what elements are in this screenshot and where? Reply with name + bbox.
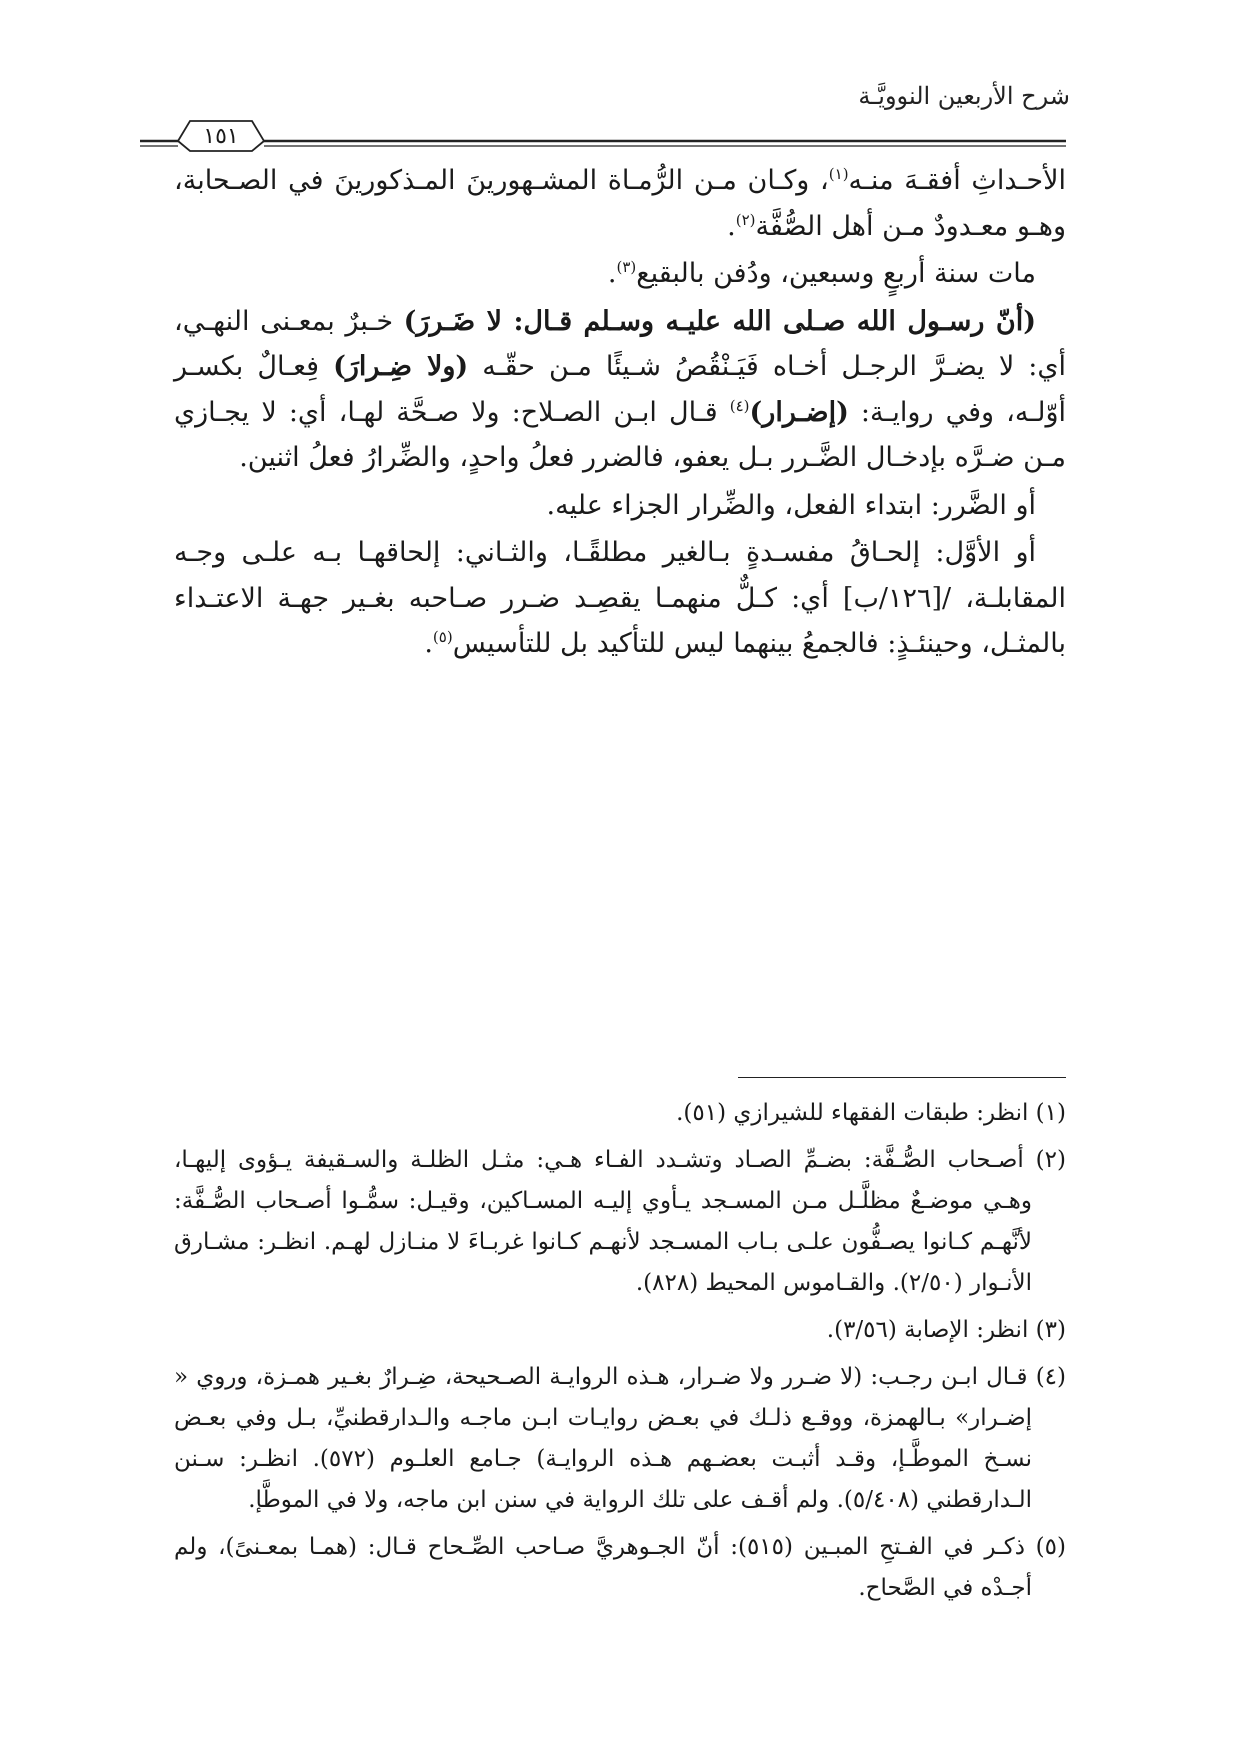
running-title: شرح الأربعين النوويَّـة xyxy=(858,82,1070,110)
paragraph-3 xyxy=(174,299,1066,481)
footnote-number: (٤) xyxy=(1035,1364,1067,1390)
footnote-ref-5[interactable]: (٥) xyxy=(432,628,453,646)
text-run: . xyxy=(727,210,736,242)
footnote-number: (١) xyxy=(1035,1100,1066,1126)
text-run: أو الأوَّل: إلحـاقُ مفسـدةٍ بـالغير مطلقًـا، والثـاني: إلحاقهـا بـه علـى وجـه المقابلـة، /[١٢٦/ب] أي: كـلٌّ منهمـا يقصِـد ضـرر صـاحبه بغـير جهـة الاعتـداء بالمثـل، وحينئـذٍ: فالجمعُ بينهما ليس للتأكيد بل للتأسيس xyxy=(174,537,1066,659)
paragraph-1 xyxy=(174,158,1066,249)
footnote-ref-3[interactable]: (٣) xyxy=(616,258,637,276)
footnotes xyxy=(174,1093,1066,1615)
text-run: . xyxy=(424,628,433,659)
footnote-5 xyxy=(174,1527,1066,1609)
text-run: قـال ابـن الصـلاح: ولا صـحَّة لهـا، أي: لا يجـازي مـن ضـرَّه بإدخـال الضَّـرر بـل يعفو، فالضرر فعلُ واحدٍ، والضِّرارُ فعلُ اثنين. xyxy=(174,396,1066,473)
header-rule-with-page-number xyxy=(140,117,1066,153)
footnote-number: (٢) xyxy=(1035,1147,1066,1173)
page-number: ١٥١ xyxy=(203,124,239,149)
text-run: ، وكـان مـن الرُّمـاة المشـهورينَ المـذكورينَ في الصـحابة، وهـو معـدودٌ مـن أهل الصُّفَّة xyxy=(174,165,1066,242)
footnote-2 xyxy=(174,1140,1066,1304)
paragraph-5 xyxy=(174,530,1066,667)
footnote-number: (٣) xyxy=(1035,1317,1066,1343)
footnote-text: انظر: الإصابة (٣/٥٦). xyxy=(826,1317,1029,1343)
hadith-quote: (ولا ضِـرارَ) xyxy=(333,351,469,382)
text-run: خـبرٌ بمعـنى النهـي، أي: لا يضـرَّ الرجـل أخـاه فَيَـنْقُصُ شـيئًا مـن حقّـه xyxy=(174,305,1066,382)
footnote-ref-1[interactable]: (١) xyxy=(828,165,849,183)
paragraph-2 xyxy=(174,251,1066,297)
footnote-text: قـال ابـن رجـب: (لا ضـرر ولا ضـرار، هـذه الروايـة الصـحيحة، ضِـرارٌ بغـير همـزة، وروي « إضـرار» بـالهمزة، ووقـع ذلـك في بعـض روايـات ابـن ماجـه والـدارقطنيِّ، بـل وفي بعـض نسـخ الموطَّـإ، وقـد أثبـت بعضـهم هـذه الروايـة) جـامع العلـوم (٥٧٢). انظـر: سـنن الـدارقطني (٥/٤٠٨). ولم أقـف على تلك الرواية في سنن ابن ماجه، ولا في الموطَّإ. xyxy=(174,1364,1032,1513)
text-run: . xyxy=(607,258,617,289)
footnote-3 xyxy=(174,1310,1066,1351)
footnote-text: ذكـر في الفـتحِ المبـين (٥١٥): أنّ الجـوهريَّ صـاحب الصِّـحاح قـال: (همـا بمعـنىً)، ولم أجـدْه في الصَّحاح. xyxy=(174,1534,1032,1601)
paragraph-4: أو الضَّرر: ابتداء الفعل، والضِّرار الجزاء عليه. xyxy=(546,489,1036,521)
footnote-separator xyxy=(738,1077,1066,1078)
text-run: الأحـداثِ أفقـهَ منـه xyxy=(848,165,1066,196)
footnote-text: انظر: طبقات الفقهاء للشيرازي (٥١). xyxy=(676,1100,1029,1126)
footnote-ref-2[interactable]: (٢) xyxy=(735,210,756,229)
variant-reading: (إضـرار) xyxy=(749,396,849,428)
footnote-text: أصـحاب الصُّـفَّة: بضـمِّ الصـاد وتشـدد الفـاء هـي: مثـل الظلـة والسـقيفة يـؤوى إليهـا، وهـي موضـعٌ مظلَّـل مـن المسـجد يـأوي إليـه المسـاكين، وقيـل: سمُّـوا أصـحاب الصُّـفَّة: لأنَّهـم كـانوا يصـفُّون علـى بـاب المسـجد لأنهـم كـانوا غربـاءَ لا منـازل لهـم. انظـر: مشـارق الأنـوار (٢/٥٠). والقـاموس المحيط (٨٢٨). xyxy=(174,1147,1032,1296)
text-run: مات سنة أربعٍ وسبعين، ودُفن بالبقيع xyxy=(636,258,1036,289)
main-text xyxy=(174,158,1066,667)
hadith-quote: (أنّ رسـول الله صـلى الله عليـه وسـلم قـال: لا ضَـررَ) xyxy=(403,305,1036,337)
footnote-number: (٥) xyxy=(1035,1534,1066,1560)
text-run: فِعـالٌ بكسـر أوّلـه، وفي روايـة: xyxy=(174,351,1067,428)
footnote-1 xyxy=(174,1093,1066,1134)
footnote-ref-4[interactable]: (٤) xyxy=(729,396,750,415)
footnote-4 xyxy=(174,1357,1066,1521)
